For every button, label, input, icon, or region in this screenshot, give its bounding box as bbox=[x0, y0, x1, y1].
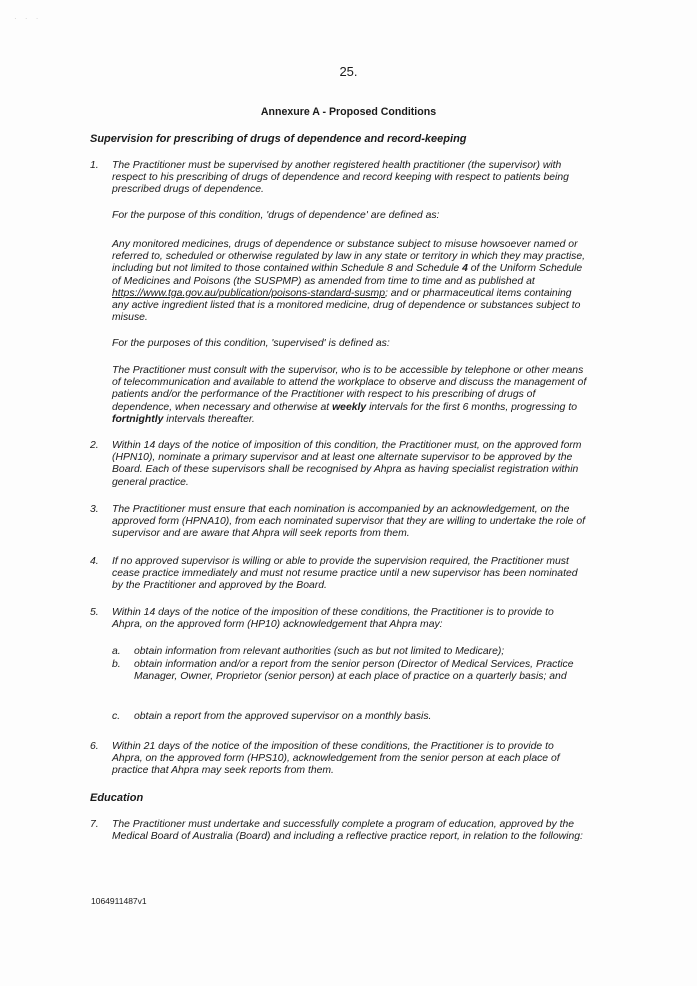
item-number: 1. bbox=[90, 160, 99, 171]
item-text: The Practitioner must be supervised by another registered health practitioner (the supervisor) with respect to his prescribing of drugs of dependence and record keeping with respect to patients being prescribed drugs of dependence. bbox=[112, 160, 569, 196]
item-number: 2. bbox=[90, 440, 99, 451]
supervised-fortnightly: fortnightly bbox=[112, 413, 164, 425]
item-number: 7. bbox=[90, 819, 99, 830]
item-text: The Practitioner must undertake and successfully complete a program of education, approved by the Medical Board of Australia (Board) and including a reflective practice report, in relation to the following: bbox=[112, 819, 583, 843]
supervised-text-a: The Practitioner must consult with the supervisor, who is to be accessible by telephone or other means of telecommunication and available to attend the workplace to observe and discuss the management of patients and/or the performance of the Practitioner with respect to his prescribing of drugs of dependence, when necessary and otherwise at bbox=[112, 365, 587, 413]
subitem-label: a. bbox=[112, 646, 121, 657]
item-number: 6. bbox=[90, 741, 99, 752]
heading-education: Education bbox=[90, 792, 144, 804]
supervised-intro: For the purposes of this condition, 'supervised' is defined as: bbox=[112, 338, 390, 349]
item-number: 3. bbox=[90, 504, 99, 515]
item-text: Within 14 days of the notice of imposition of this condition, the Practitioner must, on the approved form (HPN10), nominate a primary supervisor and at least one alternate supervisor to be approved by the Board. Each of these supervisors shall be recognised by Ahpra as having specialist registration within general practice. bbox=[112, 440, 582, 488]
definition-text bbox=[112, 239, 590, 324]
definition-intro: For the purpose of this condition, 'drugs of dependence' are defined as: bbox=[112, 210, 440, 221]
document-footer-id: 1064911487v1 bbox=[91, 896, 147, 906]
subitem-text: obtain a report from the approved supervisor on a monthly basis. bbox=[134, 711, 432, 722]
page-number: 25. bbox=[339, 64, 358, 79]
susmp-link[interactable]: https://www.tga.gov.au/publication/poisons-standard-susmp bbox=[112, 287, 385, 299]
supervised-text-c: intervals thereafter. bbox=[163, 413, 255, 425]
item-number: 4. bbox=[90, 556, 99, 567]
annexure-title: Annexure A - Proposed Conditions bbox=[260, 106, 437, 118]
item-text: Within 21 days of the notice of the imposition of these conditions, the Practitioner is to provide to Ahpra, on the approved form (HPS10), acknowledgement from the senior person at each place of practice that Ahpra may seek reports from them. bbox=[112, 741, 560, 777]
definition-text-b: of the Uniform Schedule of Medicines and Poisons (the SUSPMP) as amended from time to time and as published at bbox=[112, 263, 583, 287]
item-text: If no approved supervisor is willing or able to provide the supervision required, the Practitioner must cease practice immediately and must not resume practice until a new supervisor has been nominated by the Practitioner and approved by the Board. bbox=[112, 556, 578, 592]
definition-text-c: ; and or pharmaceutical items containing any active ingredient listed that is a monitored medicine, drug of dependence or substances subject to misuse. bbox=[112, 287, 581, 324]
subitem-label: b. bbox=[112, 659, 121, 670]
item-number: 5. bbox=[90, 607, 99, 618]
definition-text-bold: 4 bbox=[462, 263, 468, 275]
item-text: Within 14 days of the notice of the imposition of these conditions, the Practitioner is to provide to Ahpra, on the approved form (HP10) acknowledgement that Ahpra may: bbox=[112, 607, 554, 631]
item-text: The Practitioner must ensure that each nomination is accompanied by an acknowledgement, on the approved form (HPNA10), from each nominated supervisor that they are willing to undertake the role of supervisor and are aware that Ahpra will seek reports from them. bbox=[112, 504, 586, 540]
subitem-label: c. bbox=[112, 711, 121, 722]
scan-mark: · · · bbox=[14, 14, 42, 23]
heading-supervision: Supervision for prescribing of drugs of dependence and record-keeping bbox=[90, 133, 467, 145]
supervised-definition bbox=[112, 365, 590, 426]
subitem-text: obtain information from relevant authorities (such as but not limited to Medicare); bbox=[134, 646, 505, 657]
supervised-text-b: intervals for the first 6 months, progressing to bbox=[366, 401, 577, 413]
definition-text-a: Any monitored medicines, drugs of dependence or substance subject to misuse howsoever named or referred to, scheduled or otherwise regulated by law in any state or territory in which they may practise, including but not limited to those contained within Schedule 8 and Schedule bbox=[112, 239, 585, 275]
supervised-weekly: weekly bbox=[332, 401, 367, 413]
subitem-text: obtain information and/or a report from the senior person (Director of Medical Services, Practice Manager, Owner, Proprietor (senior person) at each place of practice on a quarterly basis; and bbox=[134, 659, 574, 683]
